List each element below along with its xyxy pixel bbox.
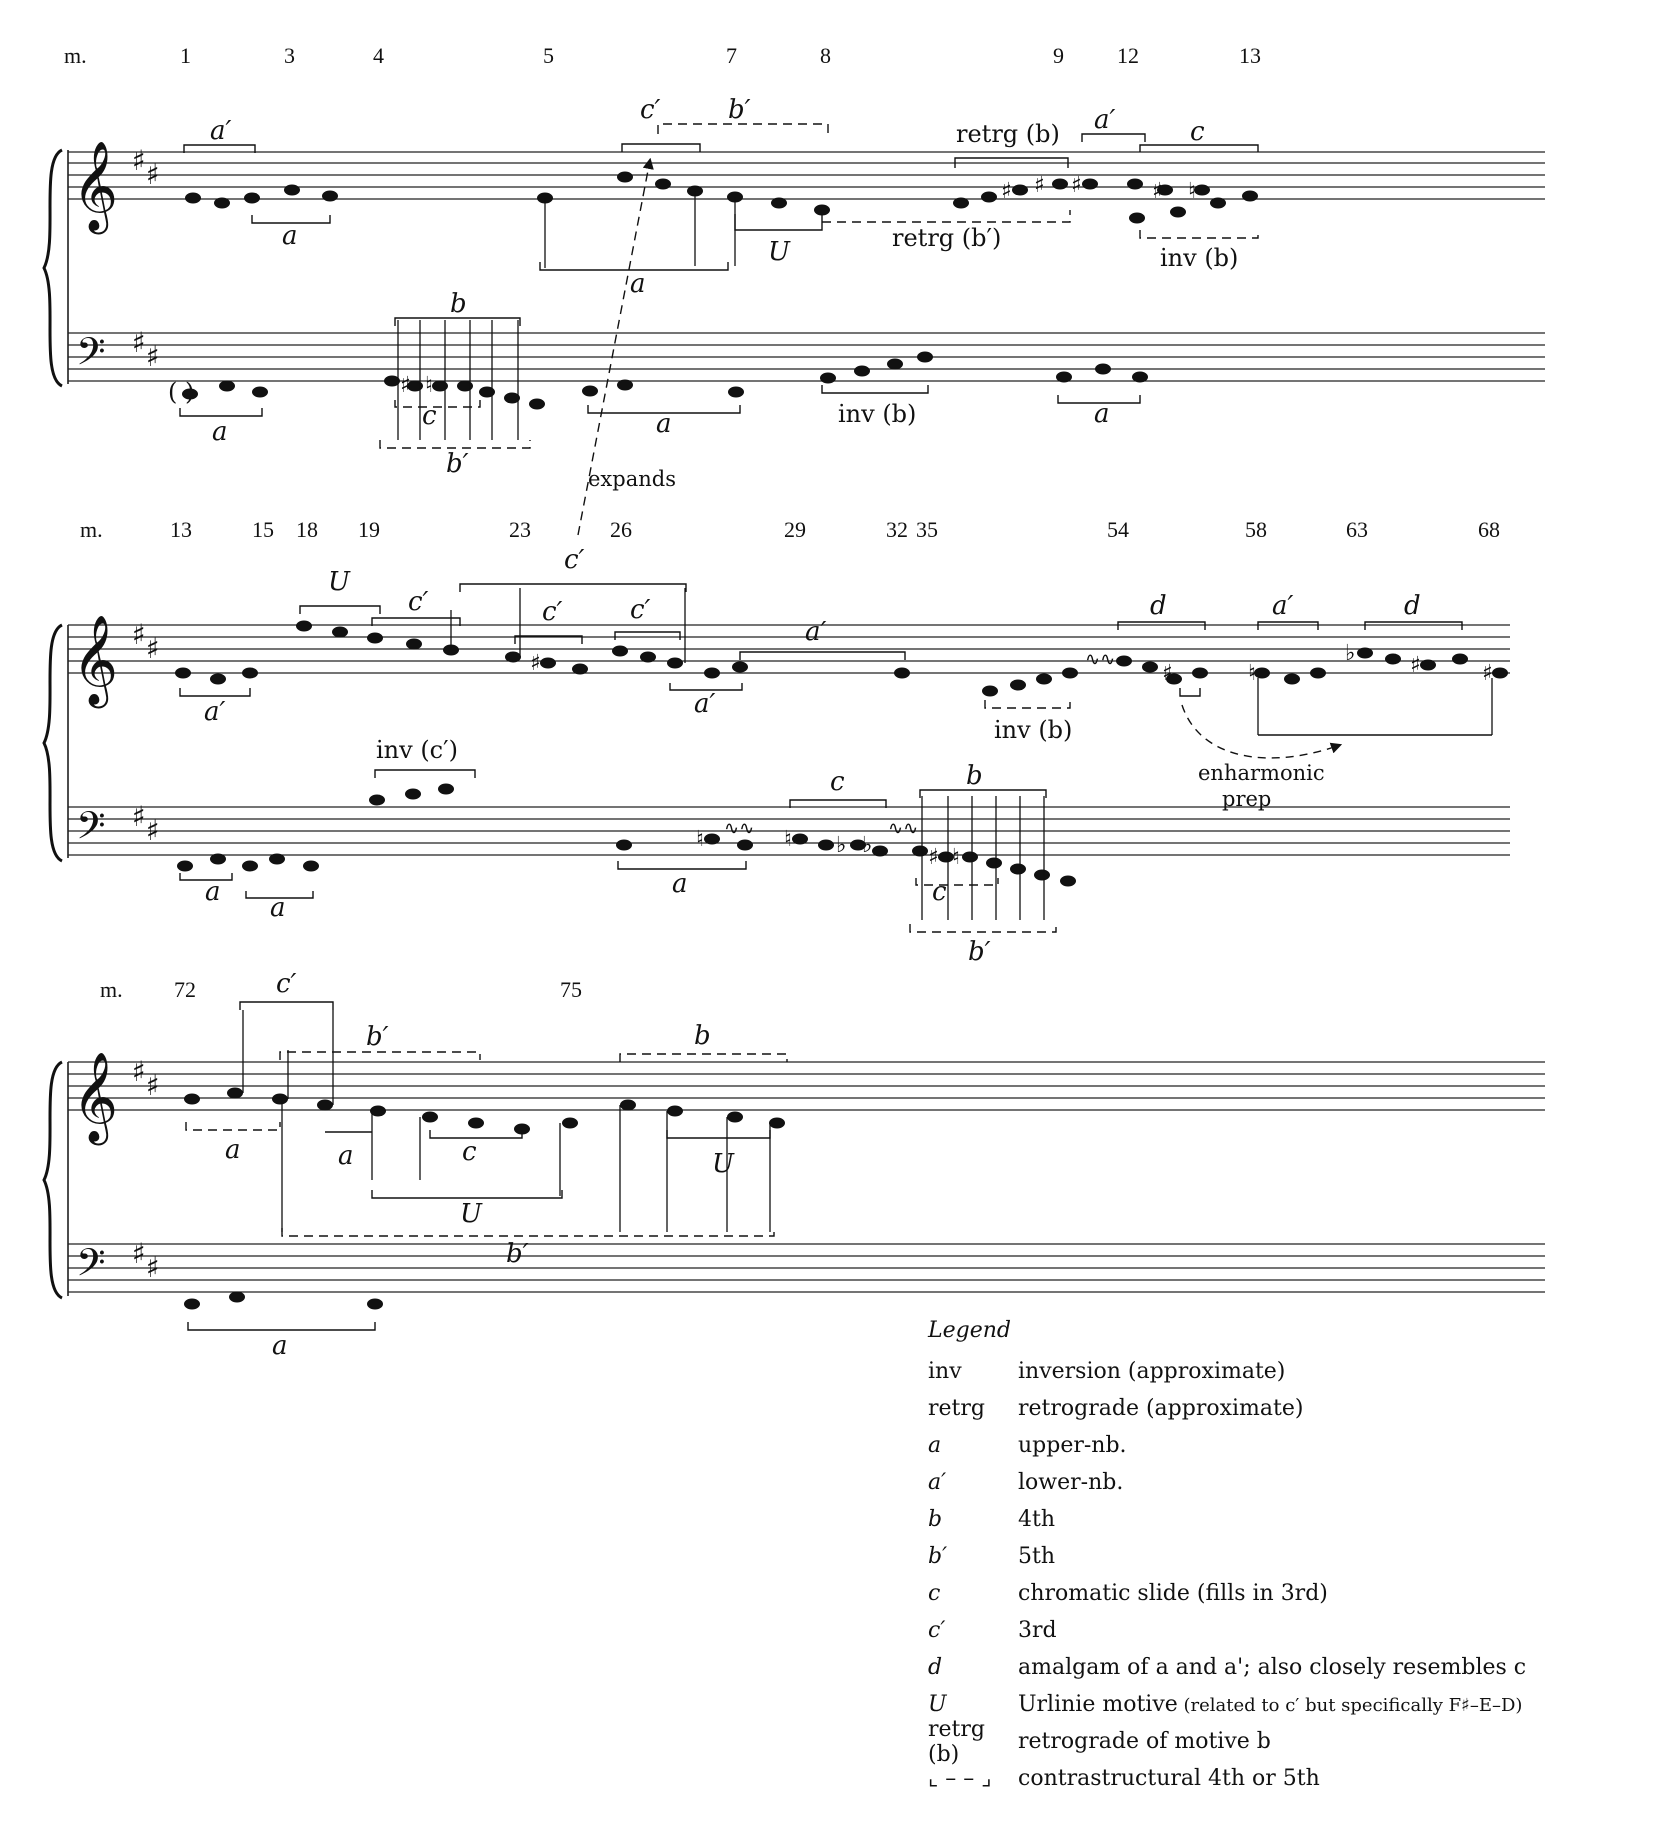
legend-value-text: contrastructural 4th or 5th — [1018, 1766, 1320, 1791]
motive-label: b — [450, 289, 467, 319]
legend-value — [1018, 1581, 1328, 1606]
bass-notes — [177, 784, 1076, 887]
sharp-icon: ♯ — [132, 1055, 146, 1088]
svg-text:♯: ♯ — [1162, 661, 1173, 686]
sharp-icon: ♯ — [146, 340, 160, 373]
legend-key: c′ — [928, 1618, 946, 1643]
sharp-icon: ♯ — [132, 800, 146, 833]
legend-row — [928, 1575, 1628, 1612]
sharp-icon: ♯ — [132, 326, 146, 359]
measure-number: 5 — [543, 43, 554, 68]
legend-value-text: chromatic slide (fills in 3rd) — [1018, 1581, 1328, 1606]
legend-value — [1018, 1507, 1055, 1532]
legend-key: inv — [928, 1359, 962, 1384]
treble-notes — [184, 1088, 785, 1135]
legend-key: d — [928, 1655, 943, 1680]
legend-key: U — [928, 1692, 947, 1717]
motive-label: c — [830, 767, 845, 797]
measure-number: 8 — [820, 43, 831, 68]
motive-label: a — [338, 1141, 354, 1171]
legend-row — [928, 1538, 1628, 1575]
measure-number: 32 — [886, 517, 908, 542]
bass-clef-icon: 𝄢 — [76, 1240, 106, 1294]
sharp-icon: ♯ — [146, 158, 160, 191]
bass-notes — [184, 1292, 383, 1310]
svg-text:♮: ♮ — [952, 845, 960, 870]
motive-label: b′ — [446, 449, 469, 479]
legend-value — [1018, 1729, 1271, 1754]
paren-note: ( ) — [168, 378, 195, 406]
motive-label: c′ — [542, 597, 563, 627]
legend-key: ⌞ – – ⌟ — [928, 1766, 992, 1791]
motive-label: a — [1094, 399, 1110, 429]
legend-key: a′ — [928, 1470, 947, 1495]
treble-clef-icon: 𝄞 — [72, 141, 119, 231]
legend-row — [928, 1716, 1628, 1767]
motive-label: a — [272, 1331, 288, 1361]
legend-row — [928, 1501, 1628, 1538]
measure-number: 7 — [726, 43, 737, 68]
sharp-icon: ♯ — [146, 814, 160, 847]
system-1 — [44, 43, 1545, 535]
annotation: prep — [1222, 787, 1272, 811]
measure-number: 75 — [560, 977, 582, 1002]
motive-label: b′ — [506, 1239, 529, 1269]
motive-label: b′ — [366, 1022, 389, 1052]
legend-row — [928, 1760, 1628, 1797]
motive-label: c — [932, 877, 947, 907]
motive-label: inv (b) — [994, 716, 1073, 744]
svg-text:♮: ♮ — [425, 373, 433, 398]
motive-label: a — [656, 409, 672, 439]
brace — [44, 1062, 62, 1298]
legend-row — [928, 1686, 1628, 1723]
brace — [44, 625, 62, 861]
svg-text:♮: ♮ — [1248, 661, 1256, 686]
legend-key: retrg — [928, 1396, 985, 1421]
legend-value — [1018, 1692, 1522, 1717]
svg-text:♭: ♭ — [1345, 641, 1356, 666]
motive-label: a — [282, 221, 298, 251]
measure-number: 54 — [1107, 517, 1129, 542]
legend-value-text: upper-nb. — [1018, 1433, 1127, 1458]
legend-rows — [928, 1353, 1628, 1797]
legend-value-text: 3rd — [1018, 1618, 1057, 1643]
svg-text:♭: ♭ — [836, 833, 847, 858]
legend-key: b′ — [928, 1544, 948, 1569]
legend-row — [928, 1390, 1628, 1427]
motive-label: a′ — [805, 617, 827, 647]
motive-label: c′ — [630, 595, 651, 625]
motive-label: b′ — [728, 95, 751, 125]
legend-value — [1018, 1544, 1055, 1569]
svg-text:♯: ♯ — [530, 651, 541, 676]
bass-clef-icon: 𝄢 — [76, 329, 106, 383]
legend-value-text: lower-nb. — [1018, 1470, 1124, 1495]
system-3 — [44, 969, 1545, 1361]
treble-notes — [185, 172, 1258, 224]
svg-text:♯: ♯ — [1482, 661, 1493, 686]
sharp-icon: ♯ — [146, 1251, 160, 1284]
sharp-icon: ♯ — [132, 618, 146, 651]
measure-number: 29 — [784, 517, 806, 542]
svg-text:♮: ♮ — [696, 827, 704, 852]
motive-label: b′ — [968, 937, 991, 967]
svg-text:♭: ♭ — [862, 833, 873, 858]
system-2 — [44, 517, 1510, 967]
motive-label: b — [966, 761, 983, 791]
legend-row — [928, 1464, 1628, 1501]
bass-staff — [68, 333, 1545, 381]
motive-label: a′ — [204, 697, 226, 727]
motive-label: retrg (b) — [956, 120, 1060, 148]
motive-label: a′ — [210, 116, 232, 146]
bass-clef-icon: 𝄢 — [76, 803, 106, 857]
sharp-icon: ♯ — [146, 1069, 160, 1102]
motive-label: d — [1150, 591, 1167, 621]
legend-value-text: retrograde (approximate) — [1018, 1396, 1304, 1421]
legend-key: a — [928, 1433, 942, 1458]
legend-row — [928, 1649, 1628, 1686]
measure-number: 13 — [170, 517, 192, 542]
measure-number: 9 — [1053, 43, 1064, 68]
motive-label: U — [460, 1199, 482, 1229]
legend-value — [1018, 1618, 1057, 1643]
legend-row — [928, 1427, 1628, 1464]
measure-number: 26 — [610, 517, 632, 542]
svg-text:♯: ♯ — [1152, 179, 1163, 204]
treble-staff — [68, 1062, 1545, 1110]
motive-label: c′ — [408, 587, 429, 617]
svg-text:♯: ♯ — [400, 373, 411, 398]
treble-clef-icon: 𝄞 — [72, 1052, 119, 1142]
legend-value-text: Urlinie motive — [1018, 1692, 1178, 1717]
motive-label: a′ — [1094, 105, 1116, 135]
measure-number: 35 — [916, 517, 938, 542]
measure-number: 15 — [252, 517, 274, 542]
measure-number: 1 — [180, 43, 191, 68]
svg-text:♮: ♮ — [784, 827, 792, 852]
measure-number: 63 — [1346, 517, 1368, 542]
legend-value-text: amalgam of a and a'; also closely resembles c — [1018, 1655, 1527, 1680]
legend — [928, 1318, 1628, 1797]
legend-value — [1018, 1766, 1320, 1791]
legend-key: b — [928, 1507, 943, 1532]
motive-label: a — [630, 269, 646, 299]
bass-staff — [68, 1244, 1545, 1292]
motive-label: c′ — [640, 95, 661, 125]
measure-prefix: m. — [80, 517, 103, 542]
motive-label: inv (c′) — [376, 736, 458, 764]
measure-prefix: m. — [100, 977, 123, 1002]
legend-title: Legend — [928, 1318, 1011, 1343]
motive-label: a — [270, 893, 286, 923]
sharp-icon: ♯ — [132, 144, 146, 177]
motive-label: c — [422, 401, 437, 431]
measure-number: 13 — [1239, 43, 1261, 68]
motive-label: c′ — [276, 969, 297, 999]
svg-text:♯: ♯ — [1071, 173, 1082, 198]
measure-number: 12 — [1117, 43, 1139, 68]
legend-value — [1018, 1655, 1526, 1680]
motive-label: a′ — [1272, 591, 1294, 621]
motive-label: a — [225, 1135, 241, 1165]
legend-value-text: inversion (approximate) — [1018, 1359, 1286, 1384]
legend-value — [1018, 1433, 1127, 1458]
motive-label: b — [694, 1021, 711, 1051]
motive-label: a′ — [694, 689, 716, 719]
brace — [44, 150, 62, 386]
measure-number: 58 — [1245, 517, 1267, 542]
sharp-icon: ♯ — [132, 1237, 146, 1270]
legend-value-text: 5th — [1018, 1544, 1056, 1569]
motive-label: inv (b) — [838, 400, 917, 428]
svg-text:♯: ♯ — [1034, 173, 1045, 198]
svg-text:♯: ♯ — [928, 845, 939, 870]
legend-key: c — [928, 1581, 941, 1606]
treble-clef-icon: 𝄞 — [72, 615, 119, 705]
svg-text:♮: ♮ — [1188, 179, 1196, 204]
motive-label: inv (b) — [1160, 244, 1239, 272]
motive-label: a — [205, 877, 221, 907]
trill-icon: ∿∿ — [1085, 649, 1116, 670]
motive-label: a — [212, 417, 228, 447]
annotation: enharmonic — [1198, 761, 1325, 785]
legend-note: (related to c′ but specifically F♯–E–D) — [1177, 1695, 1523, 1716]
treble-notes — [175, 621, 1508, 697]
legend-key: retrg (b) — [928, 1716, 985, 1767]
treble-staff — [68, 625, 1510, 673]
svg-text:♯: ♯ — [1001, 179, 1012, 204]
motive-label: c′ — [564, 545, 585, 575]
trill-icon: ∿∿ — [724, 818, 755, 839]
measure-number: 23 — [509, 517, 531, 542]
legend-value — [1018, 1396, 1303, 1421]
legend-value — [1018, 1359, 1285, 1384]
motive-label: c — [1190, 117, 1205, 147]
motive-label: U — [328, 567, 350, 597]
sharp-icon: ♯ — [146, 632, 160, 665]
motive-label: U — [712, 1149, 734, 1179]
motive-label: d — [1404, 591, 1421, 621]
motive-label: a — [672, 869, 688, 899]
measure-number: 3 — [284, 43, 295, 68]
trill-icon: ∿∿ — [888, 818, 919, 839]
svg-text:♯: ♯ — [1410, 653, 1421, 678]
motive-label: U — [768, 237, 790, 267]
motive-label: retrg (b′) — [892, 224, 1002, 252]
measure-prefix: m. — [64, 43, 87, 68]
measure-number: 18 — [296, 517, 318, 542]
measure-number: 4 — [373, 43, 384, 68]
measure-number: 19 — [358, 517, 380, 542]
legend-value — [1018, 1470, 1123, 1495]
legend-value-text: retrograde of motive b — [1018, 1729, 1271, 1754]
measure-number: 68 — [1478, 517, 1500, 542]
legend-row — [928, 1612, 1628, 1649]
legend-row — [928, 1353, 1628, 1390]
legend-value-text: 4th — [1018, 1507, 1056, 1532]
measure-number: 72 — [174, 977, 196, 1002]
motive-label: c — [462, 1137, 477, 1167]
annotation: expands — [588, 467, 676, 491]
